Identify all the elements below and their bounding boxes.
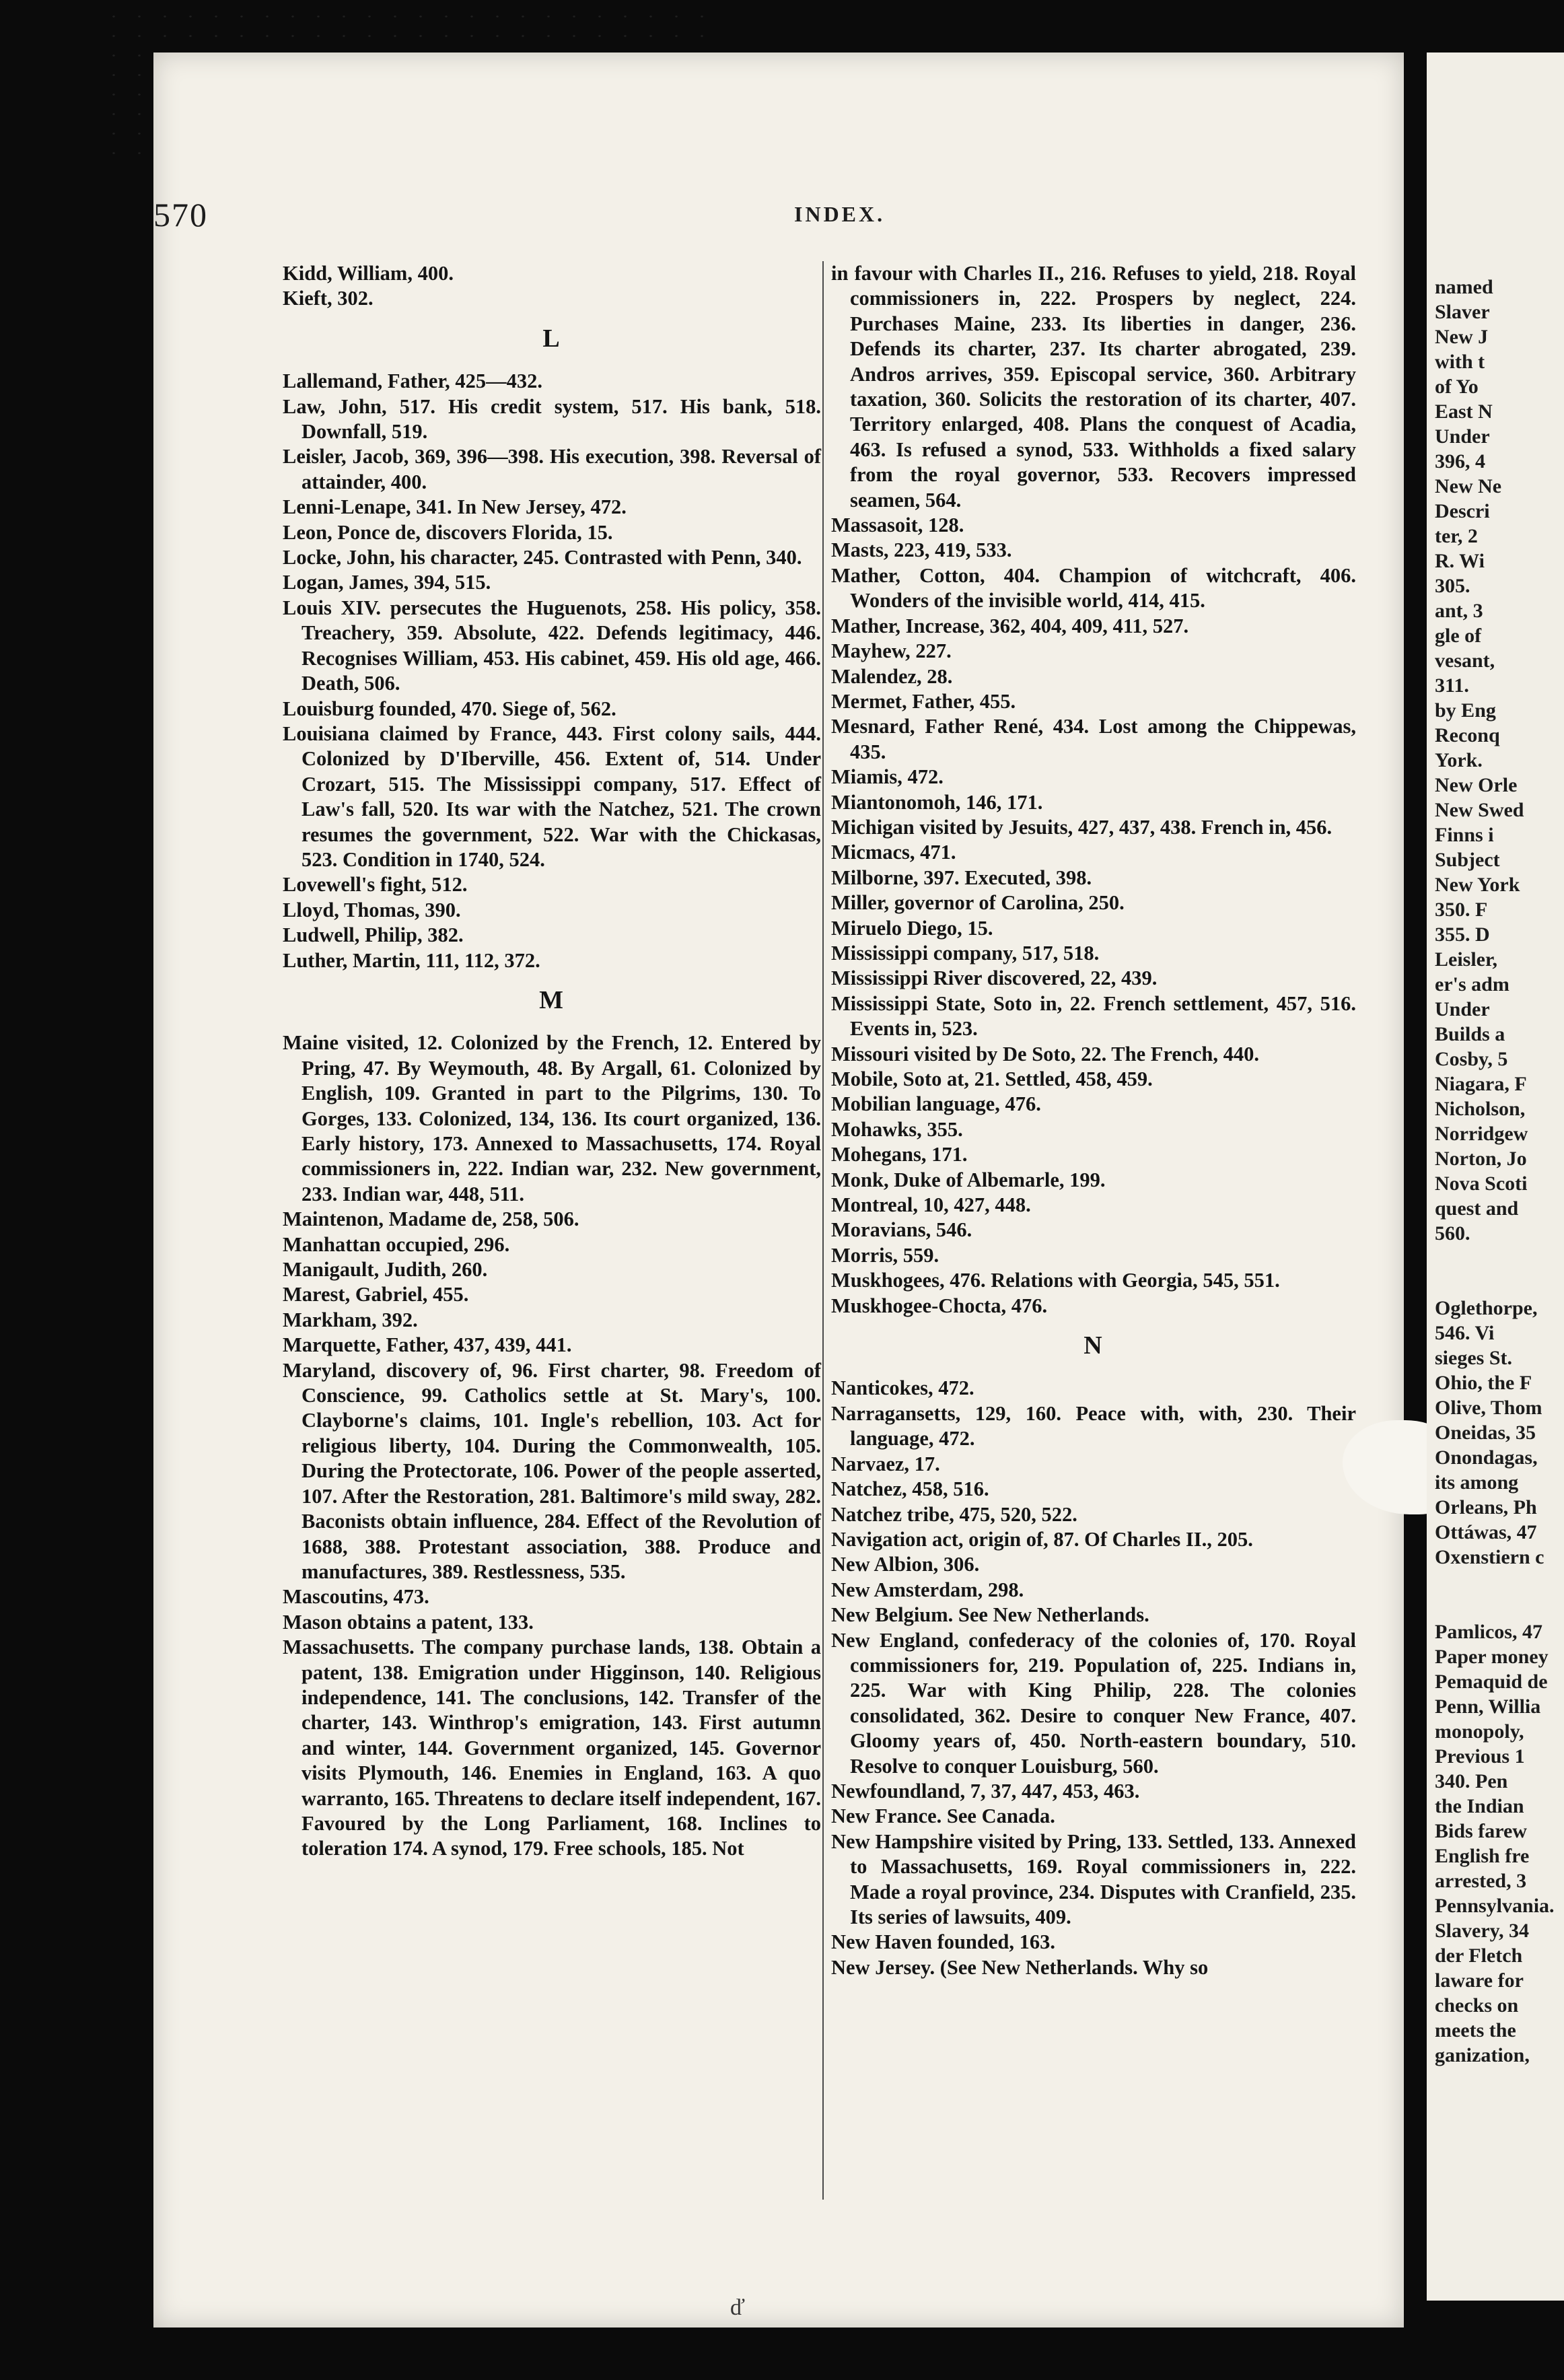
index-entry: Nanticokes, 472. bbox=[831, 1376, 974, 1400]
cropped-index-line: quest and bbox=[1435, 1197, 1519, 1220]
index-entry: Mobile, Soto at, 21. Settled, 458, 459. bbox=[831, 1068, 1153, 1090]
section-letter: M bbox=[539, 985, 565, 1014]
index-entry: Mobilian language, 476. bbox=[831, 1092, 1041, 1116]
index-entry: Narragansetts, 129, 160. Peace with, with, 230. Their language, 472. bbox=[831, 1401, 1356, 1450]
index-entry: Lallemand, Father, 425—432. bbox=[283, 370, 543, 393]
cropped-index-line: meets the bbox=[1435, 2019, 1516, 2041]
ink-mark: ď bbox=[730, 2295, 745, 2320]
cropped-index-line: Oxenstiern c bbox=[1435, 1546, 1544, 1568]
cropped-index-line: its among bbox=[1435, 1471, 1519, 1494]
index-entry: Monk, Duke of Albemarle, 199. bbox=[831, 1168, 1106, 1191]
cropped-index-line: English fre bbox=[1435, 1845, 1530, 1867]
index-entry: Mason obtains a patent, 133. bbox=[283, 1610, 534, 1634]
index-entry: Natchez, 458, 516. bbox=[831, 1477, 989, 1501]
cropped-index-line: sieges St. bbox=[1435, 1347, 1512, 1369]
cropped-index-line: Pennsylvania. bbox=[1435, 1895, 1555, 1917]
index-entry: Mather, Increase, 362, 404, 409, 411, 527. bbox=[831, 614, 1189, 637]
index-entry: Newfoundland, 7, 37, 447, 453, 463. bbox=[831, 1779, 1140, 1803]
cropped-index-line: Paper money bbox=[1435, 1646, 1549, 1668]
index-entry: Mather, Cotton, 404. Champion of witchcraft, 406. Wonders of the invisible world, 414, 415. bbox=[831, 563, 1356, 612]
cropped-index-line: Nicholson, bbox=[1435, 1098, 1526, 1120]
cropped-index-line: Cosby, 5 bbox=[1435, 1048, 1508, 1070]
cropped-index-line: Orleans, Ph bbox=[1435, 1496, 1537, 1518]
index-entry: Maintenon, Madame de, 258, 506. bbox=[283, 1208, 579, 1231]
cropped-index-line bbox=[1435, 1570, 1564, 1619]
index-entry: Marest, Gabriel, 455. bbox=[283, 1283, 469, 1306]
index-entry: Mermet, Father, 455. bbox=[831, 689, 1016, 713]
index-entry: Miamis, 472. bbox=[831, 765, 944, 789]
cropped-index-line: checks on bbox=[1435, 1994, 1519, 2017]
index-entry: Narvaez, 17. bbox=[831, 1452, 940, 1475]
cropped-index-line bbox=[1435, 1246, 1564, 1296]
index-entry: Lenni-Lenape, 341. In New Jersey, 472. bbox=[283, 495, 627, 519]
index-entry: Miller, governor of Carolina, 250. bbox=[831, 891, 1125, 915]
cropped-index-line: Onondagas, bbox=[1435, 1446, 1538, 1469]
index-entry: Micmacs, 471. bbox=[831, 841, 956, 864]
cropped-index-line: 546. Vi bbox=[1435, 1322, 1495, 1344]
cropped-index-line: York. bbox=[1435, 749, 1483, 771]
index-entry: New Albion, 306. bbox=[831, 1553, 980, 1576]
cropped-index-line: New J bbox=[1435, 326, 1489, 348]
cropped-index-line: Oneidas, 35 bbox=[1435, 1422, 1536, 1444]
index-entry: in favour with Charles II., 216. Refuses to yield, 218. Royal commissioners in, 222. Prospers by neglect, 224. Purchases Maine, 233. Its liberties in danger, 236. Defends its charter, 237. Its charter abrogated, 239. Andros arrives, 359. Episcopal service, 360. Arbitrary taxation, 360. Solicits the restoration of its charter, 407. Territory enlarged, 408. Plans the conquest of Acadia, 463. Is refused a synod, 533. Withholds a fixed salary from the royal governor, 533. Recovers impressed seamen, 564. bbox=[831, 262, 1356, 512]
cropped-index-line: New Ne bbox=[1435, 475, 1502, 497]
index-entry: Logan, James, 394, 515. bbox=[283, 571, 491, 594]
cropped-index-line: Oglethorpe, bbox=[1435, 1297, 1538, 1319]
cropped-index-line: Nova Scoti bbox=[1435, 1172, 1528, 1195]
cropped-index-line: of Yo bbox=[1435, 376, 1479, 398]
index-entry: Malendez, 28. bbox=[831, 664, 953, 688]
index-entry: Masts, 223, 419, 533. bbox=[831, 538, 1012, 562]
index-entry: Leon, Ponce de, discovers Florida, 15. bbox=[283, 520, 613, 544]
cropped-index-line: Previous 1 bbox=[1435, 1745, 1525, 1768]
cropped-index-line: der Fletch bbox=[1435, 1945, 1523, 1967]
index-entry: Massachusetts. The company purchase lands, 138. Obtain a patent, 138. Emigration under Higginson, 140. Religious independence, 141. The conclusions, 142. Transfer of the charter, 143. Winthrop's emigration, 143. First autumn and winter, 144. Government organized, 145. Governor visits Plymouth, 146. Enemies in England, 163. A quo warranto, 165. Threatens to declare itself independent, 167. Favoured by the Long Parliament, 168. Inclines to toleration 174. A synod, 179. Free schools, 185. Not bbox=[283, 1636, 821, 1860]
index-entry: New Jersey. (See New Netherlands. Why so bbox=[831, 1955, 1209, 1979]
index-column-right-cropped bbox=[1435, 275, 1564, 2068]
index-entry: Lovewell's fight, 512. bbox=[283, 873, 468, 897]
index-entry: Ludwell, Philip, 382. bbox=[283, 923, 464, 947]
cropped-index-line: Subject bbox=[1435, 849, 1500, 871]
index-entry: Mohawks, 355. bbox=[831, 1117, 963, 1141]
cropped-index-line: Ottáwas, 47 bbox=[1435, 1521, 1537, 1543]
cropped-index-line: gle of bbox=[1435, 625, 1482, 647]
cropped-index-line: 355. D bbox=[1435, 923, 1490, 946]
section-letter: N bbox=[1083, 1331, 1104, 1360]
section-letter: L bbox=[542, 324, 561, 353]
index-entry: Moravians, 546. bbox=[831, 1218, 972, 1242]
cropped-index-line: Norridgew bbox=[1435, 1123, 1528, 1145]
index-entry: Mississippi company, 517, 518. bbox=[831, 941, 1100, 965]
cropped-index-line: R. Wi bbox=[1435, 550, 1485, 572]
index-entry: Morris, 559. bbox=[831, 1243, 939, 1267]
index-entry: Kieft, 302. bbox=[283, 287, 374, 310]
cropped-index-line: monopoly, bbox=[1435, 1720, 1524, 1743]
cropped-index-line: Slaver bbox=[1435, 301, 1490, 323]
index-entry: New Amsterdam, 298. bbox=[831, 1578, 1024, 1601]
cropped-index-line: arrested, 3 bbox=[1435, 1870, 1527, 1892]
cropped-index-line: 311. bbox=[1435, 674, 1469, 697]
index-entry: Natchez tribe, 475, 520, 522. bbox=[831, 1502, 1077, 1526]
cropped-index-line: er's adm bbox=[1435, 973, 1509, 995]
index-entry: Law, John, 517. His credit system, 517. His bank, 518. Downfall, 519. bbox=[283, 394, 821, 444]
index-entry: Kidd, William, 400. bbox=[283, 262, 454, 285]
index-entry: Locke, John, his character, 245. Contrasted with Penn, 340. bbox=[283, 546, 802, 569]
running-head: INDEX. bbox=[794, 202, 886, 226]
cropped-index-line: 396, 4 bbox=[1435, 450, 1485, 473]
index-entry: Leisler, Jacob, 369, 396—398. His execution, 398. Reversal of attainder, 400. bbox=[283, 445, 821, 493]
cropped-index-line: 350. F bbox=[1435, 899, 1488, 921]
column-rule bbox=[822, 261, 824, 2200]
cropped-index-line: Olive, Thom bbox=[1435, 1397, 1542, 1419]
cropped-index-line: Builds a bbox=[1435, 1023, 1505, 1045]
index-entry: Mesnard, Father René, 434. Lost among the Chippewas, 435. bbox=[831, 715, 1356, 763]
index-column-left bbox=[283, 261, 821, 1862]
index-entry: Mayhew, 227. bbox=[831, 639, 952, 663]
index-entry: Muskhogees, 476. Relations with Georgia, 545, 551. bbox=[831, 1269, 1280, 1292]
index-entry: Louis XIV. persecutes the Huguenots, 258. His policy, 358. Treachery, 359. Absolute, 422. Defends legitimacy, 446. Recognises William, 453. His cabinet, 459. His old age, 466. Death, 506. bbox=[283, 596, 821, 695]
index-entry: Manhattan occupied, 296. bbox=[283, 1232, 510, 1256]
index-entry: New Hampshire visited by Pring, 133. Settled, 133. Annexed to Massachusetts, 169. Royal commissioners in, 222. Made a royal province, 234. Disputes with Cranfield, 235. Its series of lawsuits, 409. bbox=[831, 1829, 1356, 1928]
index-entry: Mascoutins, 473. bbox=[283, 1585, 429, 1609]
index-entry: Massasoit, 128. bbox=[831, 514, 964, 537]
cropped-index-line: New Swed bbox=[1435, 799, 1524, 821]
index-entry: Marquette, Father, 437, 439, 441. bbox=[283, 1333, 572, 1357]
index-column-middle bbox=[831, 261, 1356, 1980]
cropped-index-line: 305. bbox=[1435, 575, 1470, 597]
cropped-index-line: Under bbox=[1435, 425, 1490, 448]
cropped-index-line: laware for bbox=[1435, 1969, 1524, 1992]
facing-page-fragment bbox=[1427, 53, 1564, 2301]
cropped-index-line: 340. Pen bbox=[1435, 1770, 1508, 1792]
cropped-index-line: Penn, Willia bbox=[1435, 1695, 1541, 1718]
cropped-index-line: Niagara, F bbox=[1435, 1073, 1527, 1095]
cropped-index-line: vesant, bbox=[1435, 650, 1495, 672]
cropped-index-line: Pamlicos, 47 bbox=[1435, 1621, 1542, 1643]
index-entry: Milborne, 397. Executed, 398. bbox=[831, 866, 1092, 889]
cropped-index-line: Slavery, 34 bbox=[1435, 1920, 1529, 1942]
cropped-index-line: by Eng bbox=[1435, 699, 1496, 722]
cropped-index-line: named bbox=[1435, 276, 1493, 298]
index-entry: Markham, 392. bbox=[283, 1308, 418, 1331]
index-entry: Maryland, discovery of, 96. First charter, 98. Freedom of Conscience, 99. Catholics settle at St. Mary's, 100. Clayborne's claims, 101. Ingle's rebellion, 103. Act for religious liberty, 104. During the Commonwealth, 105. During the Protectorate, 106. Power of the people asserted, 107. After the Restoration, 281. Baltimore's mild sway, 282. Baconists obtain influence, 284. Effect of the Revolution of 1688, 388. Protestant association, 388. Produce and manufactures, 389. Restlessness, 535. bbox=[283, 1358, 821, 1583]
index-entry: Miruelo Diego, 15. bbox=[831, 916, 993, 940]
index-entry: Missouri visited by De Soto, 22. The French, 440. bbox=[831, 1042, 1260, 1065]
cropped-index-line: Descri bbox=[1435, 500, 1490, 522]
index-entry: Mississippi State, Soto in, 22. French settlement, 457, 516. Events in, 523. bbox=[831, 991, 1356, 1041]
index-entry: Michigan visited by Jesuits, 427, 437, 438. French in, 456. bbox=[831, 815, 1332, 839]
page-number: 570 bbox=[153, 196, 208, 234]
index-entry: Mohegans, 171. bbox=[831, 1143, 968, 1166]
index-entry: Louisiana claimed by France, 443. First colony sails, 444. Colonized by D'Iberville, 456. Extent of, 514. Under Crozart, 515. The Mississippi company, 517. Effect of Law's fall, 520. Its war with the Natchez, 521. The crown resumes the government, 522. War with the Chickasas, 523. Condition in 1740, 524. bbox=[283, 722, 821, 871]
cropped-index-line: Leisler, bbox=[1435, 948, 1498, 971]
index-entry: Miantonomoh, 146, 171. bbox=[831, 790, 1043, 814]
cropped-index-line: Norton, Jo bbox=[1435, 1148, 1527, 1170]
index-entry: Navigation act, origin of, 87. Of Charles II., 205. bbox=[831, 1527, 1253, 1551]
cropped-index-line: New York bbox=[1435, 874, 1520, 896]
index-entry: Louisburg founded, 470. Siege of, 562. bbox=[283, 697, 616, 720]
cropped-index-line: Under bbox=[1435, 998, 1490, 1020]
index-entry: Muskhogee-Chocta, 476. bbox=[831, 1294, 1048, 1317]
index-entry: Maine visited, 12. Colonized by the French, 12. Entered by Pring, 47. By Weymouth, 48. By Argall, 61. Colonized by English, 109. Granted in part to the Pilgrims, 130. To Gorges, 133. Colonized, 134, 136. Its court organized, 136. Early history, 173. Annexed to Massachusetts, 174. Royal commissioners in, 222. Indian war, 232. New government, 233. Indian war, 448, 511. bbox=[283, 1031, 821, 1205]
index-entry: New England, confederacy of the colonies of, 170. Royal commissioners for, 219. Population of, 225. Indians in, 225. War with King Philip, 228. The colonies consolidated, 362. Desire to conquer New France, 407. Gloomy years of, 450. North-eastern boundary, 510. Resolve to conquer Louisburg, 560. bbox=[831, 1628, 1356, 1778]
cropped-index-line: with t bbox=[1435, 351, 1485, 373]
cropped-index-line: ganization, bbox=[1435, 2044, 1530, 2066]
cropped-index-line: East N bbox=[1435, 400, 1493, 423]
cropped-index-line: ter, 2 bbox=[1435, 525, 1478, 547]
cropped-index-line: ant, 3 bbox=[1435, 600, 1483, 622]
cropped-index-line: New Orle bbox=[1435, 774, 1518, 796]
index-entry: Lloyd, Thomas, 390. bbox=[283, 898, 461, 921]
cropped-index-line: Pemaquid de bbox=[1435, 1671, 1548, 1693]
cropped-index-line: 560. bbox=[1435, 1222, 1470, 1245]
cropped-index-line: Reconq bbox=[1435, 724, 1500, 746]
index-entry: Mississippi River discovered, 22, 439. bbox=[831, 967, 1158, 990]
index-entry: Luther, Martin, 111, 112, 372. bbox=[283, 948, 540, 972]
index-entry: New France. See Canada. bbox=[831, 1805, 1055, 1828]
cropped-index-line: Bids farew bbox=[1435, 1820, 1527, 1842]
index-entry: New Belgium. See New Netherlands. bbox=[831, 1603, 1149, 1627]
cropped-index-line: Ohio, the F bbox=[1435, 1372, 1532, 1394]
index-entry: Manigault, Judith, 260. bbox=[283, 1258, 488, 1282]
index-entry: New Haven founded, 163. bbox=[831, 1930, 1055, 1954]
cropped-index-line: Finns i bbox=[1435, 824, 1494, 846]
index-entry: Montreal, 10, 427, 448. bbox=[831, 1193, 1031, 1217]
cropped-index-line: the Indian bbox=[1435, 1795, 1524, 1817]
